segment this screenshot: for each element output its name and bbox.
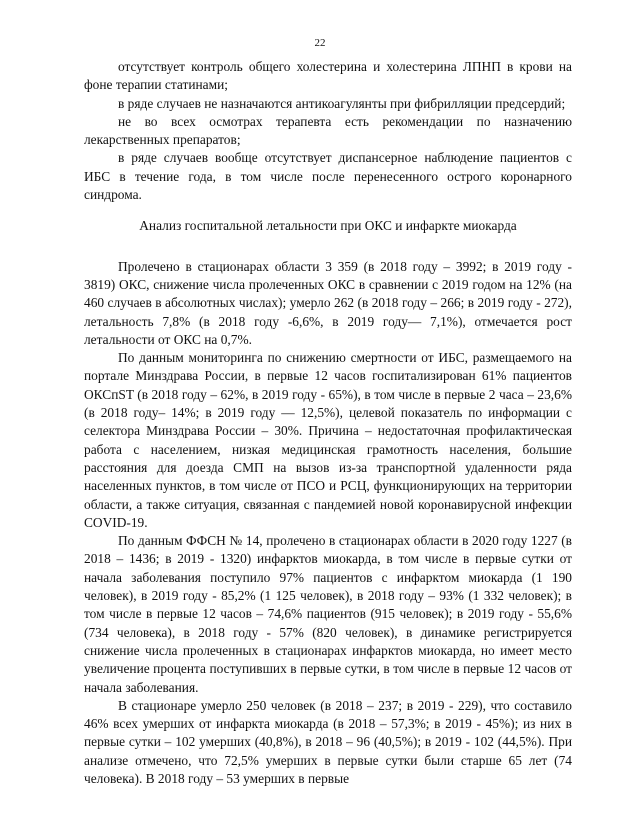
paragraph-monitoring: По данным мониторинга по снижению смертности от ИБС, размещаемого на портале Минздрава России, в первые 12 часов госпитализирован 61% пациентов ОКСпST (в 2018 году – 62%, в 2019 году - 65%), в том числе в первые 2 часа – 23,6% (в 2018 году– 14%; в 2019 году — 12,5%), целевой показатель по информации с селектора Минздрава России – 30%. Причина – недостаточная профилактическая работа с населением, низкая медицинская грамотность населения, большие расстояния для доезда СМП на вызов из-за транспортной удаленности ряда населенных пунктов, в том числе от ПСО и РСЦ, функционирующих на территории области, а также ситуация, связанная с пандемией новой коронавирусной инфекции COVID-19. xyxy=(84,350,572,530)
section-heading: Анализ госпитальной летальности при ОКС и инфаркте миокарда xyxy=(139,218,517,234)
list-item: в ряде случаев вообще отсутствует диспансерное наблюдение пациентов с ИБС в течение года, в том числе после перенесенного острого коронарного синдрома. xyxy=(84,150,572,203)
paragraph-hospital-deaths: В стационаре умерло 250 человек (в 2018 – 237; в 2019 - 229), что составило 46% всех умерших от инфаркта миокарда (в 2018 – 57,3%; в 2019 - 45%); из них в первые сутки – 102 умерших (40,8%), в 2018 – 96 (40,5%); в 2019 - 102 (44,5%). При анализе отмечено, что 72,5% умерших в первые сутки были старше 65 лет (74 человека). В 2018 году – 53 умерших в первые xyxy=(84,697,572,786)
list-item: не во всех осмотрах терапевта есть рекомендации по назначению лекарственных препаратов; xyxy=(84,113,572,148)
document-body xyxy=(84,58,572,788)
list-item: отсутствует контроль общего холестерина и холестерина ЛПНП в крови на фоне терапии статинами; xyxy=(84,59,572,93)
page-number: 22 xyxy=(314,37,326,49)
paragraph-ffsn-14: По данным ФФСН № 14, пролечено в стационарах области в 2020 году 1227 (в 2018 – 1436; в 2019 - 1320) инфарктов миокарда, в том числе в первые сутки от начала заболевания поступило 97% пациентов с инфарктом миокарда (1 190 человек), в 2019 году - 85,2% (1 125 человек), в 2018 году – 93% (1 332 человек); в том числе в первые 12 часов – 74,6% пациентов (915 человек); в 2019 году - 55,6% (734 человека), в 2018 году - 57% (820 человек), в динамике регистрируется снижение числа пролеченных в стационарах инфарктов миокарда, но имеет место увеличение процента поступивших в первые сутки, в том числе в первые 12 часов от начала заболевания. xyxy=(84,533,572,695)
list-item: в ряде случаев не назначаются антикоагулянты при фибрилляции предсердий; xyxy=(118,95,566,111)
paragraph-treated-acs: Пролечено в стационарах области 3 359 (в 2018 году – 3992; в 2019 году - 3819) ОКС, снижение числа пролеченных ОКС в сравнении с 2019 годом на 12% (на 460 случаев в абсолютных числах); умерло 262 (в 2018 году – 266; в 2019 году - 272), летальность 7,8% (в 2018 году -6,6%, в 2019 году— 7,1%), отмечается рост летальности от ОКС на 0,7%. xyxy=(84,258,572,347)
